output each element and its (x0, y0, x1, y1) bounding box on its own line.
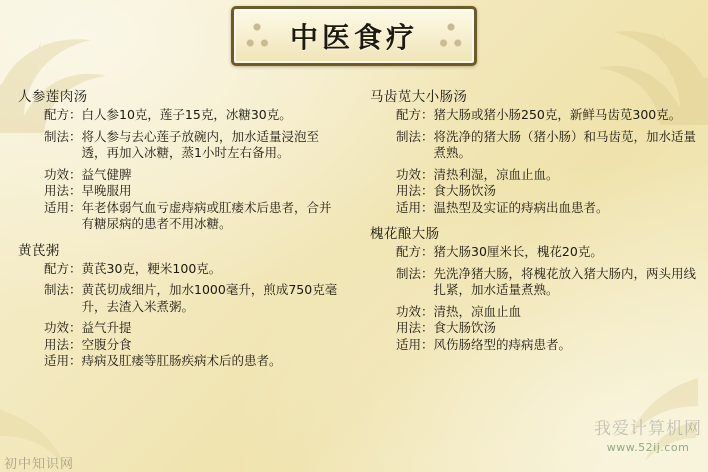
field-value: 清热利湿，凉血止血。 (433, 166, 559, 182)
field-colon: ： (421, 166, 434, 182)
field-value: 风伤肠络型的痔病患者。 (433, 336, 572, 352)
recipe-field-usage (44, 337, 342, 354)
field-value: 食大肠饮汤 (433, 320, 497, 336)
field-colon: ： (69, 336, 82, 352)
recipe-block (18, 242, 342, 370)
field-value: 清热，凉血止血 (433, 303, 522, 319)
recipe-field-indication (396, 337, 700, 354)
recipe-field-effect (44, 167, 342, 184)
field-colon: ： (69, 282, 82, 298)
watermark-url: www.52ij.com (606, 441, 690, 454)
field-label: 制法 (44, 282, 70, 298)
recipe-block (18, 88, 342, 233)
field-label: 用法 (396, 320, 422, 336)
field-colon: ： (421, 107, 434, 123)
recipe-field-method (396, 129, 700, 162)
field-label: 制法 (44, 128, 70, 144)
field-label: 制法 (396, 128, 422, 144)
field-value: 早晚服用 (81, 183, 132, 199)
recipe-field-usage (396, 320, 700, 337)
field-label: 适用 (44, 199, 70, 215)
field-label: 用法 (44, 183, 70, 199)
recipe-block (370, 88, 700, 216)
field-label: 用法 (44, 336, 70, 352)
recipe-title: 马齿苋大小肠汤 (370, 89, 468, 105)
recipe-title: 黄芪粥 (18, 242, 60, 259)
field-label: 制法 (396, 265, 422, 281)
field-colon: ： (421, 183, 434, 199)
field-label: 用法 (396, 183, 422, 199)
recipe-field-method (44, 282, 342, 315)
recipe-field-indication (396, 200, 700, 217)
field-colon: ： (69, 107, 82, 123)
field-value: 年老体弱气血亏虚痔病或肛瘘术后患者，合并有糖尿病的患者不用冰糖。 (81, 199, 332, 232)
field-value: 空腹分食 (81, 336, 132, 352)
recipe-field-method (44, 129, 342, 162)
recipe-field-usage (44, 183, 342, 200)
recipe-field-ingredients (396, 107, 700, 124)
field-value: 黄芪30克，粳米100克。 (81, 260, 222, 276)
field-value: 将洗净的猪大肠（猪小肠）和马齿苋，加水适量煮熟。 (433, 128, 697, 161)
field-colon: ： (421, 244, 434, 260)
field-value: 食大肠饮汤 (433, 183, 497, 199)
field-value: 益气升提 (81, 320, 132, 336)
field-label: 配方 (44, 260, 70, 276)
title-plaque (231, 6, 477, 66)
field-colon: ： (421, 265, 434, 281)
content-columns (0, 88, 708, 472)
field-colon: ： (69, 320, 82, 336)
recipe-block (370, 225, 700, 353)
field-label: 功效 (396, 303, 422, 319)
field-label: 配方 (396, 244, 422, 260)
field-label: 配方 (396, 107, 422, 123)
field-colon: ： (421, 199, 434, 215)
recipe-title: 人参莲肉汤 (18, 89, 88, 105)
watermark-site-name: 我爱计算机网 (594, 419, 702, 439)
field-value: 猪大肠或猪小肠250克，新鲜马齿苋300克。 (433, 107, 682, 123)
recipe-field-effect (396, 304, 700, 321)
recipe-field-effect (396, 167, 700, 184)
field-colon: ： (69, 353, 82, 369)
field-colon: ： (69, 199, 82, 215)
field-colon: ： (421, 303, 434, 319)
field-colon: ： (69, 166, 82, 182)
field-colon: ： (69, 128, 82, 144)
column-left (0, 88, 354, 472)
recipe-field-ingredients (396, 244, 700, 261)
field-value: 白人参10克，莲子15克，冰糖30克。 (81, 107, 292, 123)
field-value: 温热型及实证的痔病出血患者。 (433, 199, 609, 215)
field-label: 功效 (44, 320, 70, 336)
watermark-bottom-left: 初中知识网 (4, 457, 75, 472)
field-label: 适用 (396, 199, 422, 215)
field-value: 益气健脾 (81, 166, 132, 182)
recipe-field-indication (44, 200, 342, 233)
field-colon: ： (421, 320, 434, 336)
page-title: 中医食疗 (289, 21, 418, 54)
recipe-field-indication (44, 353, 342, 370)
field-value: 猪大肠30厘米长，槐花20克。 (433, 244, 603, 260)
field-value: 先洗净猪大肠，将槐花放入猪大肠内，两头用线扎紧，加水适量煮熟。 (433, 265, 697, 298)
field-value: 黄芪切成细片，加水1000毫升，煎成750克毫升，去渣入米煮粥。 (81, 282, 338, 314)
column-right (354, 88, 708, 472)
field-label: 适用 (396, 336, 422, 352)
field-label: 功效 (396, 166, 422, 182)
field-value: 痔病及肛瘘等肛肠疾病术后的患者。 (81, 353, 282, 369)
recipe-field-usage (396, 183, 700, 200)
field-colon: ： (69, 260, 82, 276)
field-label: 适用 (44, 353, 70, 369)
field-colon: ： (69, 183, 82, 199)
field-label: 配方 (44, 107, 70, 123)
recipe-field-ingredients (44, 261, 342, 278)
recipe-title: 槐花酿大肠 (370, 226, 440, 243)
field-value: 将人参与去心莲子放碗内，加水适量浸泡至透，再加入冰糖，蒸1小时左右备用。 (81, 128, 320, 161)
field-label: 功效 (44, 166, 70, 182)
field-colon: ： (421, 128, 434, 144)
recipe-field-method (396, 266, 700, 299)
recipe-field-ingredients (44, 107, 342, 124)
field-colon: ： (421, 336, 434, 352)
recipe-field-effect (44, 320, 342, 337)
